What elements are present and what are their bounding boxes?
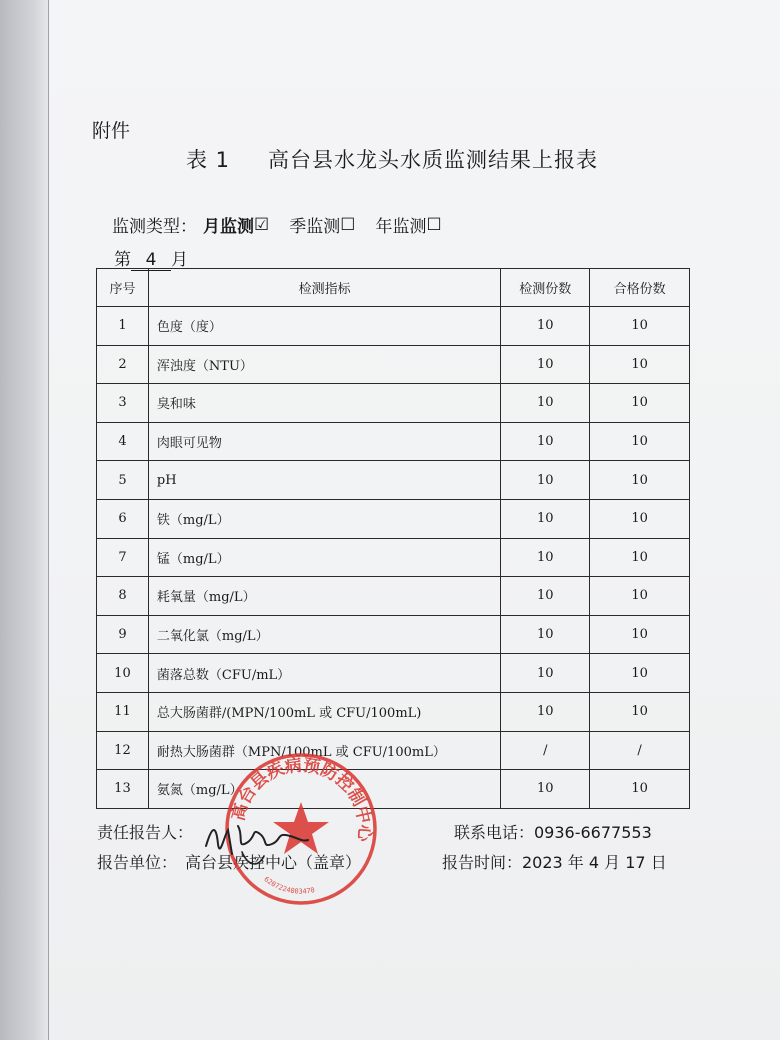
row-no: 7 (97, 538, 149, 577)
table-row (97, 307, 690, 346)
row-no: 11 (97, 692, 149, 731)
row-tested: 10 (501, 384, 590, 423)
table-number: 表 1 (186, 148, 231, 172)
table-row (97, 770, 690, 809)
row-tested: 10 (501, 345, 590, 384)
monitor-option-yearly[interactable] (376, 212, 442, 237)
empty-box-icon: ☐ (426, 214, 442, 235)
svg-text:6207224003470 (262, 875, 315, 895)
row-indicator: 肉眼可见物 (148, 422, 500, 461)
attachment-label: 附件 (92, 120, 131, 142)
table-row (97, 461, 690, 500)
header-tested: 检测份数 (501, 269, 590, 307)
monitor-type-label: 监测类型： (112, 217, 197, 237)
row-tested: / (501, 731, 590, 770)
table-row (97, 692, 690, 731)
table-row (97, 422, 690, 461)
row-no: 12 (97, 731, 149, 770)
seal-code: 6207224003470 (262, 875, 316, 896)
row-tested: 10 (501, 770, 590, 809)
row-indicator: 锰（mg/L） (148, 538, 500, 577)
row-qualified: 10 (590, 422, 690, 461)
row-tested: 10 (501, 538, 590, 577)
row-indicator: 臭和味 (148, 384, 500, 423)
monitor-option-label: 季监测 (289, 217, 341, 237)
row-indicator: 色度（度） (148, 307, 500, 346)
period-suffix: 月 (171, 250, 188, 270)
row-tested: 10 (501, 692, 590, 731)
monitor-option-monthly[interactable] (203, 212, 269, 237)
row-no: 6 (97, 499, 149, 538)
table-row (97, 384, 690, 423)
table-header-row (97, 269, 690, 307)
row-qualified: 10 (590, 770, 690, 809)
checked-box-icon: ☑ (254, 214, 270, 235)
row-indicator: pH (148, 461, 500, 500)
row-tested: 10 (501, 422, 590, 461)
monitor-type-row (112, 212, 442, 237)
row-tested: 10 (501, 615, 590, 654)
monitor-option-quarterly[interactable] (289, 212, 355, 237)
row-qualified: 10 (590, 461, 690, 500)
row-no: 5 (97, 461, 149, 500)
row-qualified: 10 (590, 345, 690, 384)
row-no: 2 (97, 345, 149, 384)
handwritten-signature (198, 806, 318, 876)
row-qualified: / (590, 731, 690, 770)
header-no: 序号 (97, 269, 149, 307)
report-title: 高台县水龙头水质监测结果上报表 (268, 148, 599, 172)
table-row (97, 499, 690, 538)
period-month: 4 (131, 250, 171, 271)
table-row (97, 654, 690, 693)
document-title (186, 144, 598, 174)
monitor-option-label: 年监测 (375, 217, 427, 237)
row-tested: 10 (501, 577, 590, 616)
row-no: 10 (97, 654, 149, 693)
table-row (97, 577, 690, 616)
header-qualified: 合格份数 (590, 269, 690, 307)
seal-text: 高台县疾病预防控制中心 (228, 755, 375, 843)
empty-box-icon: ☐ (340, 214, 356, 235)
row-tested: 10 (501, 307, 590, 346)
row-qualified: 10 (590, 384, 690, 423)
row-no: 4 (97, 422, 149, 461)
results-table (96, 268, 690, 809)
row-no: 1 (97, 307, 149, 346)
row-tested: 10 (501, 461, 590, 500)
row-indicator: 铁（mg/L） (148, 499, 500, 538)
row-qualified: 10 (590, 538, 690, 577)
scan-edge-shadow (0, 0, 48, 1040)
row-indicator: 耗氧量（mg/L） (148, 577, 500, 616)
row-qualified: 10 (590, 692, 690, 731)
report-date: 报告时间：2023 年 4 月 17 日 (442, 853, 667, 872)
responsible-reporter-label: 责任报告人： (97, 823, 194, 842)
row-tested: 10 (501, 499, 590, 538)
reporting-unit: 报告单位： 高台县疾控中心（盖章） (97, 853, 362, 872)
row-indicator: 氨氮（mg/L） (148, 770, 500, 809)
row-indicator: 耐热大肠菌群（MPN/100mL 或 CFU/100mL） (148, 731, 500, 770)
row-qualified: 10 (590, 654, 690, 693)
table-row (97, 538, 690, 577)
row-no: 8 (97, 577, 149, 616)
row-no: 3 (97, 384, 149, 423)
row-indicator: 总大肠菌群/(MPN/100mL 或 CFU/100mL) (148, 692, 500, 731)
header-indicator: 检测指标 (148, 269, 500, 307)
row-qualified: 10 (590, 615, 690, 654)
row-qualified: 10 (590, 577, 690, 616)
table-row (97, 345, 690, 384)
row-qualified: 10 (590, 307, 690, 346)
monitor-option-label: 月监测 (203, 217, 254, 237)
period-prefix: 第 (114, 250, 131, 270)
row-qualified: 10 (590, 499, 690, 538)
row-no: 9 (97, 615, 149, 654)
table-row (97, 731, 690, 770)
row-indicator: 二氧化氯（mg/L） (148, 615, 500, 654)
row-indicator: 浑浊度（NTU） (148, 345, 500, 384)
row-indicator: 菌落总数（CFU/mL） (148, 654, 500, 693)
row-tested: 10 (501, 654, 590, 693)
table-row (97, 615, 690, 654)
row-no: 13 (97, 770, 149, 809)
contact-phone: 联系电话：0936-6677553 (454, 823, 652, 842)
